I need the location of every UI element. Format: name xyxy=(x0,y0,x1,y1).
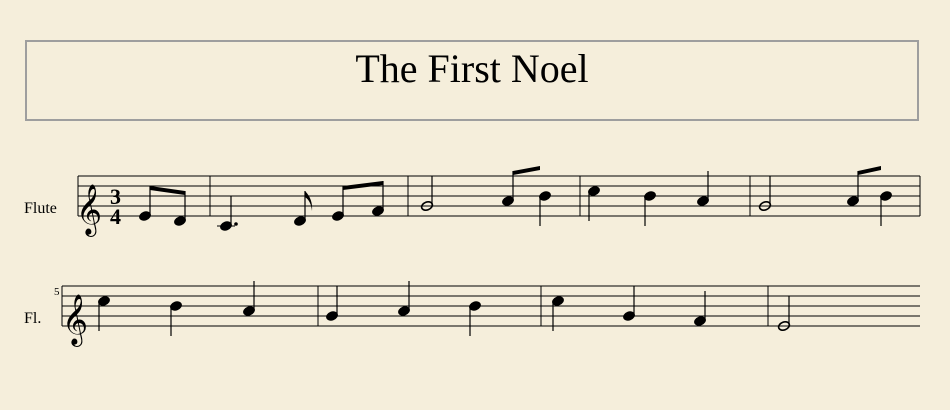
time-signature-top: 3 xyxy=(110,184,121,209)
beam xyxy=(513,166,540,175)
beam xyxy=(343,181,383,190)
augmentation-dot xyxy=(234,222,238,226)
instrument-label: Flute xyxy=(24,200,57,217)
beam xyxy=(858,166,881,175)
treble-clef-icon: 𝄞 xyxy=(62,294,89,345)
measure-number: 5 xyxy=(54,286,60,298)
treble-clef-icon: 𝄞 xyxy=(76,184,103,235)
staff-lines xyxy=(62,286,920,326)
staff-system-2 xyxy=(24,281,920,347)
staff-lines xyxy=(78,176,920,216)
staff-system-1 xyxy=(24,166,920,237)
score-title: The First Noel xyxy=(355,46,589,91)
instrument-label: Fl. xyxy=(24,310,42,327)
note-flag xyxy=(305,191,312,211)
notes-layer xyxy=(97,281,790,336)
beam xyxy=(150,186,185,195)
time-signature-bottom: 4 xyxy=(110,204,121,229)
